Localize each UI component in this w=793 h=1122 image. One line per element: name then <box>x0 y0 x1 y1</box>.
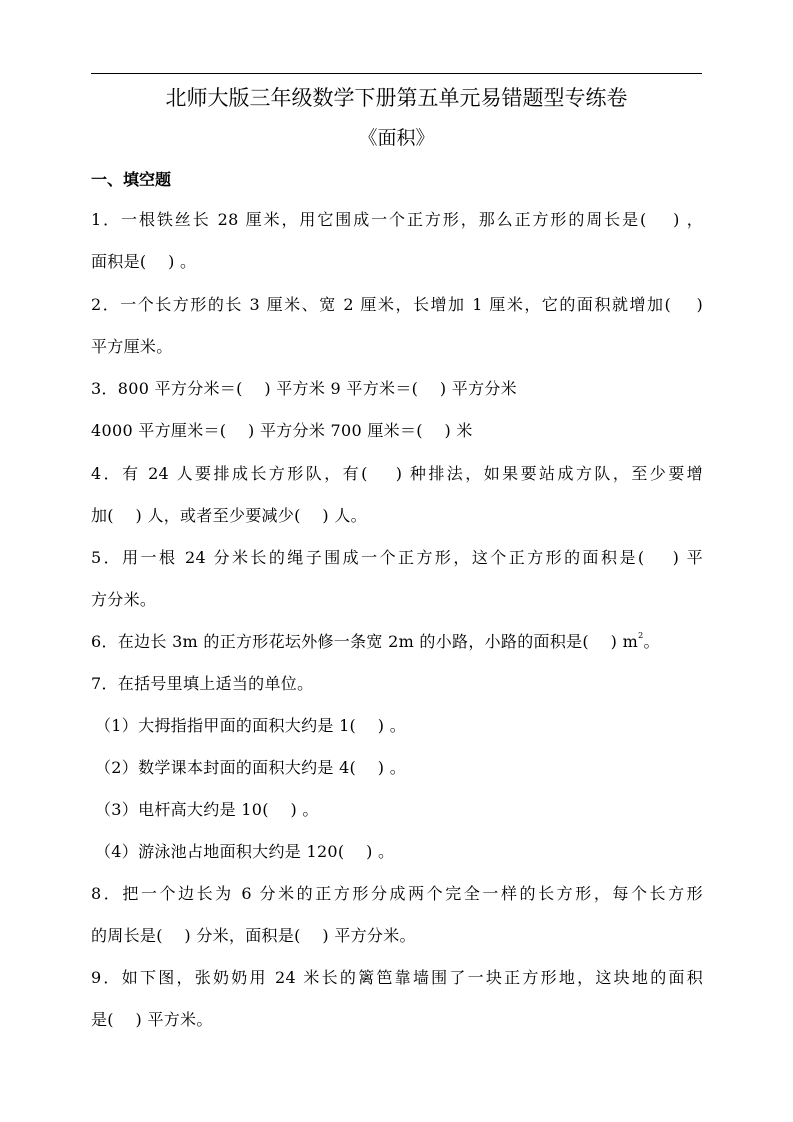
question-7-sub-1: （1）大拇指指甲面的面积大约是 1( ) 。 <box>95 716 407 735</box>
question-2-line-1: 2．一个长方形的长 3 厘米、宽 2 厘米，长增加 1 厘米，它的面积就增加( ) <box>91 295 703 314</box>
header-rule <box>91 73 702 74</box>
question-6-end: 。 <box>643 632 660 651</box>
section-heading: 一、填空题 <box>91 170 172 189</box>
question-8-line-1: 8．把一个边长为 6 分米的正方形分成两个完全一样的长方形，每个长方形 <box>91 884 703 903</box>
question-9-line-2: 是( ) 平方米。 <box>91 1010 213 1029</box>
question-4-line-1: 4．有 24 人要排成长方形队，有( ) 种排法，如果要站成方队，至少要增 <box>91 464 703 483</box>
question-2-line-2: 平方厘米。 <box>91 337 173 356</box>
question-1-line-1: 1．一根铁丝长 28 厘米，用它围成一个正方形，那么正方形的周长是( ) ， <box>91 210 703 229</box>
question-8-line-2: 的周长是( ) 分米，面积是( ) 平方分米。 <box>91 926 416 945</box>
question-3-line-2: 4000 平方厘米＝( ) 平方分米 700 厘米＝( ) 米 <box>91 421 473 440</box>
question-3-line-1: 3．800 平方分米＝( ) 平方米 9 平方米＝( ) 平方分米 <box>91 379 517 398</box>
question-6-text: 6．在边长 3m 的正方形花坛外修一条宽 2m 的小路，小路的面积是( ) m <box>91 632 639 651</box>
question-9-line-1: 9．如下图，张奶奶用 24 米长的篱笆靠墙围了一块正方形地，这块地的面积 <box>91 968 703 987</box>
question-7-sub-4: （4）游泳池占地面积大约是 120( ) 。 <box>95 842 395 861</box>
question-6-line-1 <box>91 629 703 655</box>
square-superscript: 2 <box>638 631 644 640</box>
question-5-line-1: 5．用一根 24 分米长的绳子围成一个正方形，这个正方形的面积是( ) 平 <box>91 548 703 567</box>
question-7-line-1: 7．在括号里填上适当的单位。 <box>91 674 314 693</box>
question-1-line-2: 面积是( ) 。 <box>91 252 197 271</box>
question-5-line-2: 方分米。 <box>91 590 157 609</box>
question-4-line-2: 加( ) 人，或者至少要减少( ) 人。 <box>91 506 367 525</box>
page-subtitle: 《面积》 <box>358 127 435 149</box>
page-title: 北师大版三年级数学下册第五单元易错题型专练卷 <box>165 86 628 110</box>
question-7-sub-3: （3）电杆高大约是 10( ) 。 <box>95 800 319 819</box>
question-7-sub-2: （2）数学课本封面的面积大约是 4( ) 。 <box>95 758 407 777</box>
